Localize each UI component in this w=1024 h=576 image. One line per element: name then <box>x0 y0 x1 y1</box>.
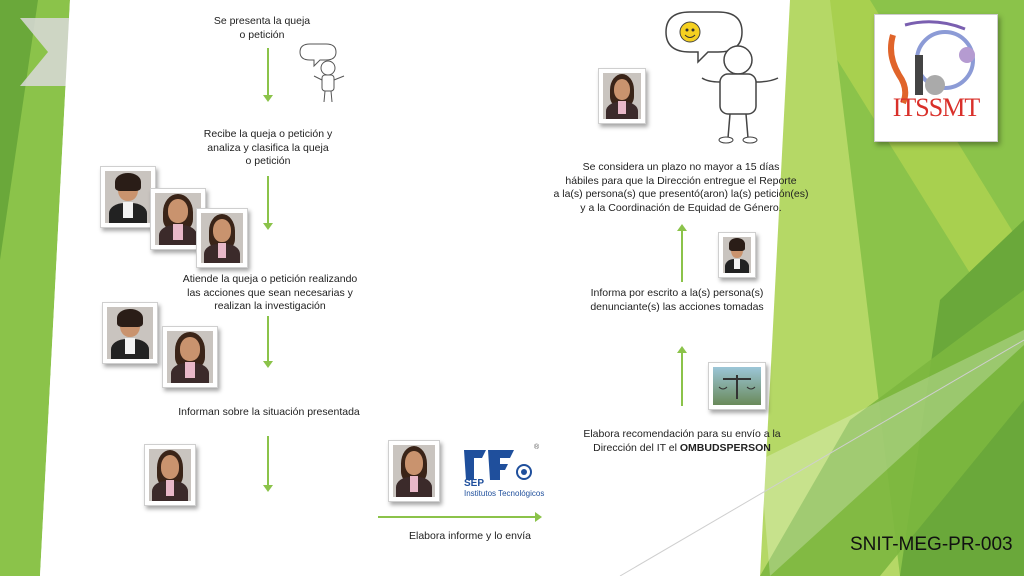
step-3-line2: las acciones que sean necesarias y <box>187 286 353 299</box>
step-2-line1: Recibe la queja o petición y <box>203 128 333 140</box>
step-2-text <box>180 128 356 169</box>
photo-woman-3 <box>162 326 218 388</box>
step-3-text <box>164 273 376 314</box>
step-6-line2-prefix: Dirección del IT el <box>593 441 680 454</box>
step-7-line2: denunciante(s) las acciones tomadas <box>590 300 764 313</box>
step-6-line1: Elabora recomendación para su envío a la <box>583 428 781 440</box>
sep-logo-subtext: Institutos Tecnológicos <box>464 489 545 498</box>
photo-man-3 <box>718 232 756 278</box>
scale-image <box>713 367 761 405</box>
step-5-line1: Elabora informe y lo envía <box>409 530 531 542</box>
cartoon-person-icon <box>296 42 352 106</box>
step-3-line3: realizan la investigación <box>214 300 326 312</box>
step-6-text <box>568 428 796 455</box>
arrow-down-3 <box>267 316 269 366</box>
arrow-down-2 <box>267 176 269 228</box>
step-6-line2-bold: OMBUDSPERSON <box>679 441 771 454</box>
arrow-right-1 <box>378 516 540 518</box>
step-7-line1: Informa por escrito a la(s) persona(s) <box>590 287 764 299</box>
sep-logo <box>462 444 546 500</box>
step-8-line3: a la(s) persona(s) que presentó(aron) la(s) petición(es) <box>553 188 809 200</box>
photo-woman-2 <box>196 208 248 268</box>
arrow-up-2 <box>681 226 683 282</box>
step-1-line2: o petición <box>239 28 285 41</box>
sep-logo-text: SEP <box>464 478 485 489</box>
step-7-text <box>572 287 782 314</box>
step-8-text <box>536 161 826 215</box>
document-code: SNIT-MEG-PR-003 <box>850 534 1013 555</box>
step-1-line1: Se presenta la queja <box>213 15 311 27</box>
arrow-up-1 <box>681 348 683 406</box>
step-6-line2 <box>568 442 796 456</box>
step-4-line1: Informan sobre la situación presentada <box>178 406 360 418</box>
sep-registered-mark: ® <box>534 444 540 451</box>
arrow-down-1 <box>267 48 269 100</box>
photo-scale-image <box>708 362 766 410</box>
cartoon-person-large-icon <box>660 8 790 148</box>
justice-scale-icon <box>713 367 761 405</box>
photo-woman-4 <box>144 444 196 506</box>
itssmt-logo-text: ITSSMT <box>892 93 980 122</box>
photo-woman-5 <box>388 440 440 502</box>
step-1-text <box>198 15 326 42</box>
step-2-line3: o petición <box>245 155 291 167</box>
photo-woman-6 <box>598 68 646 124</box>
step-8-line4: y a la Coordinación de Equidad de Género. <box>580 201 782 214</box>
photo-man-1 <box>100 166 156 228</box>
photo-man-2 <box>102 302 158 364</box>
itssmt-logo <box>874 14 998 142</box>
step-5-text <box>390 530 550 544</box>
step-8-line2: hábiles para que la Dirección entregue el Reporte <box>565 174 797 187</box>
step-4-text <box>166 406 372 420</box>
step-8-line1: Se considera un plazo no mayor a 15 días <box>582 161 780 173</box>
step-3-line1: Atiende la queja o petición realizando <box>182 273 358 285</box>
step-2-line2: analiza y clasifica la queja <box>207 141 329 154</box>
arrow-down-4 <box>267 436 269 490</box>
